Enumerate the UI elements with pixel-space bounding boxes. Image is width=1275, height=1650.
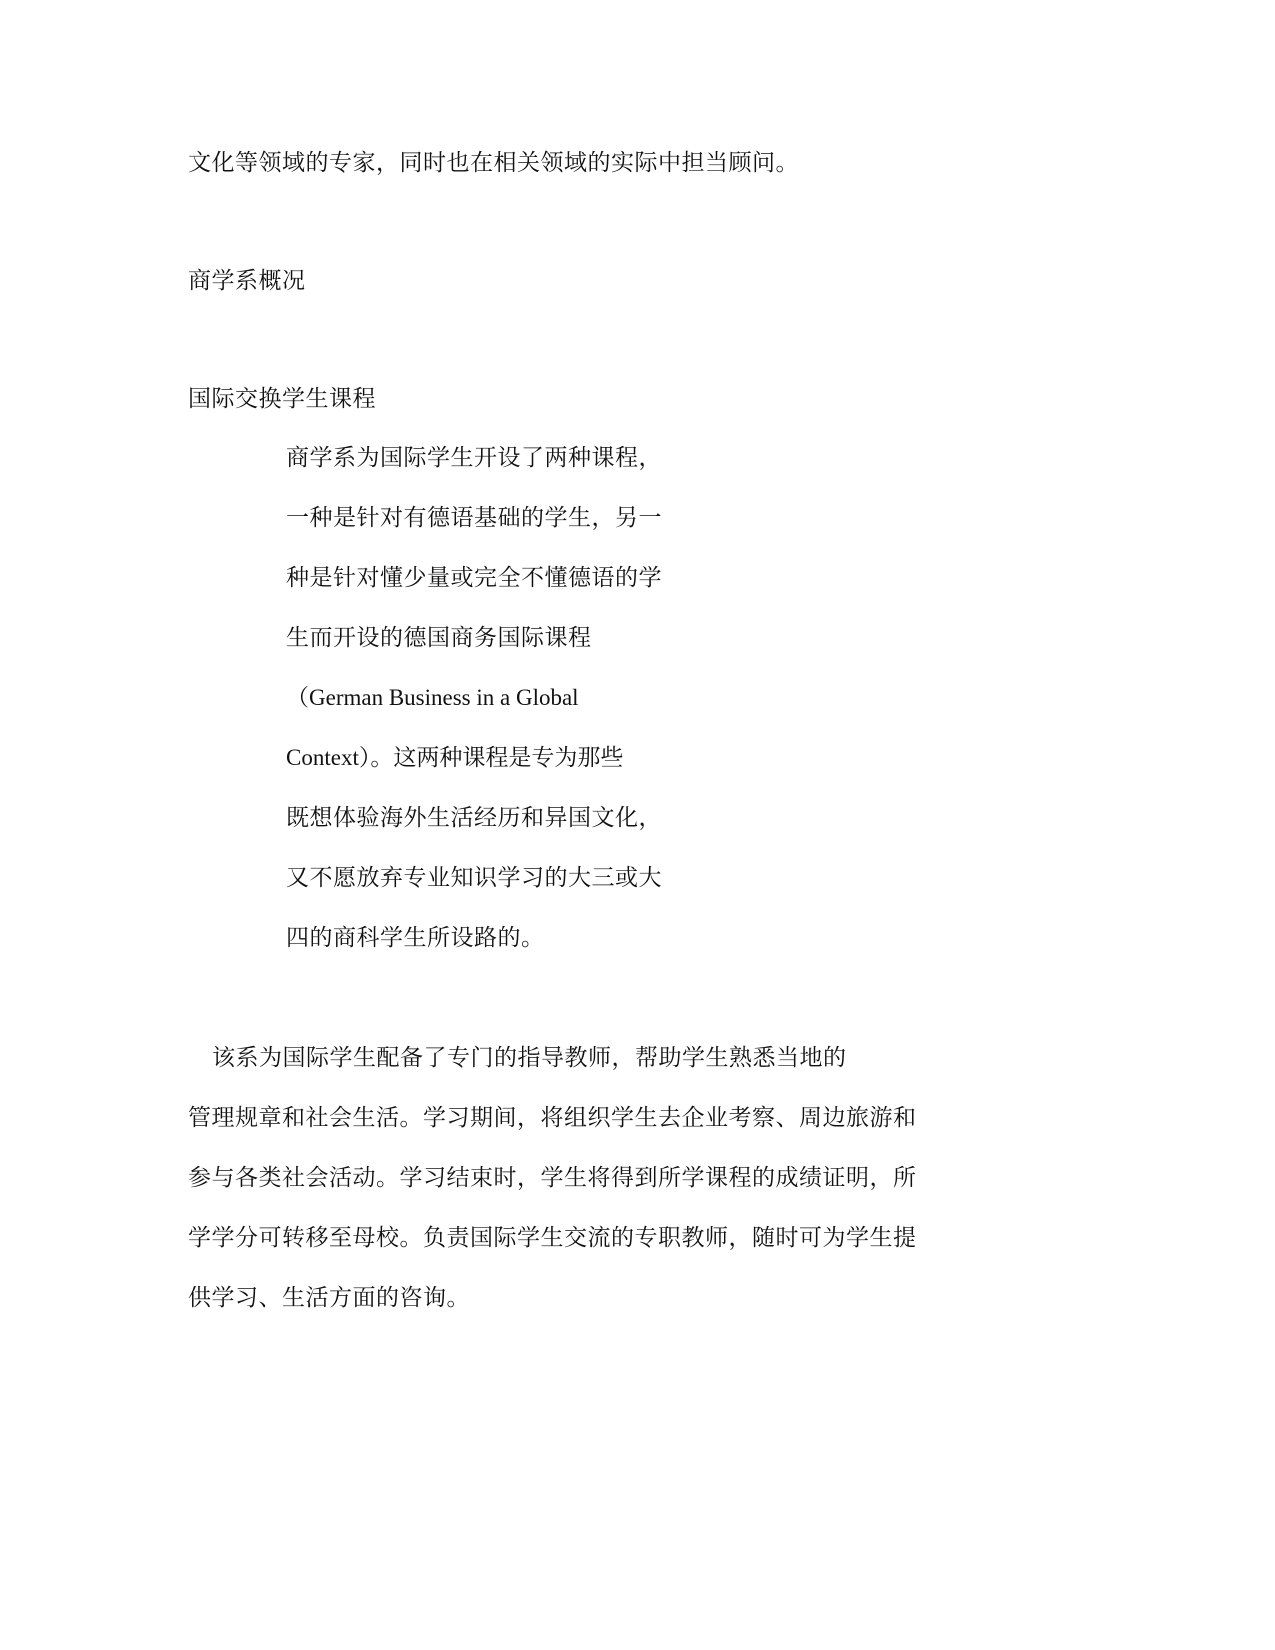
indented-line-1: 商学系为国际学生开设了两种课程， [286,445,662,471]
indented-line-8: 又不愿放弃专业知识学习的大三或大 [286,865,662,891]
indented-line-9: 四的商科学生所设路的。 [286,925,545,951]
paragraph-line-1: 该系为国际学生配备了专门的指导教师，帮助学生熟悉当地的 [212,1045,847,1071]
paragraph-line-3: 参与各类社会活动。学习结束时，学生将得到所学课程的成绩证明，所 [188,1165,917,1191]
indented-line-5: （German Business in a Global [286,685,579,710]
indented-line-3: 种是针对懂少量或完全不懂德语的学 [286,565,662,591]
indented-line-7: 既想体验海外生活经历和异国文化， [286,805,662,831]
paragraph-line-5: 供学习、生活方面的咨询。 [188,1285,470,1311]
indented-line-2: 一种是针对有德语基础的学生，另一 [286,505,662,531]
indented-line-4: 生而开设的德国商务国际课程 [286,625,592,651]
paragraph-line-4: 学学分可转移至母校。负责国际学生交流的专职教师，随时可为学生提 [188,1225,917,1251]
paragraph-line-2: 管理规章和社会生活。学习期间，将组织学生去企业考察、周边旅游和 [188,1105,917,1131]
subsection-heading: 国际交换学生课程 [188,386,376,412]
section-heading: 商学系概况 [188,268,306,294]
intro-continuation-text: 文化等领域的专家，同时也在相关领域的实际中担当顾问。 [188,150,799,176]
indented-line-6: Context）。这两种课程是专为那些 [286,745,624,770]
